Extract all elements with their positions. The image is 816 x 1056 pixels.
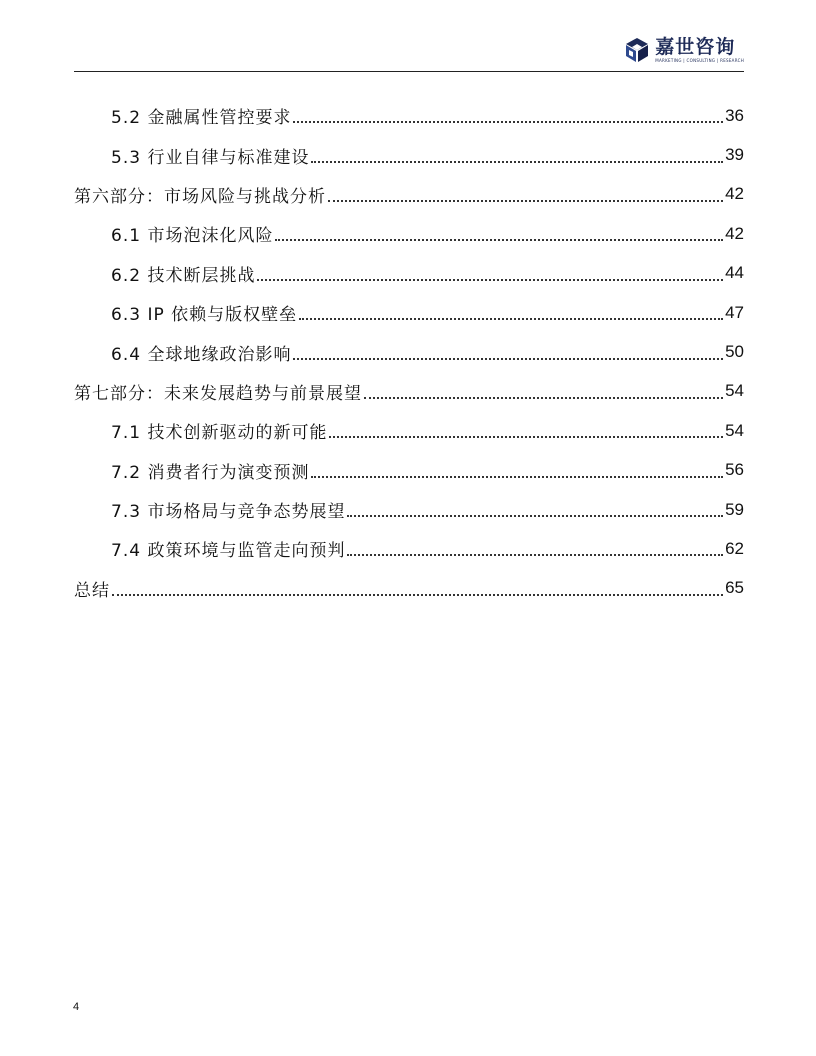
toc-entry[interactable] <box>74 411 744 450</box>
toc-entry-page: 47 <box>725 302 744 322</box>
toc-entry-title: 5.3 行业自律与标准建设 <box>111 147 310 168</box>
toc-entry-page: 62 <box>725 538 744 558</box>
toc-entry[interactable] <box>74 529 744 568</box>
toc-entry-title: 6.3 IP 依赖与版权壁垒 <box>111 305 298 326</box>
toc-entry[interactable] <box>74 332 744 371</box>
toc-entry-page: 42 <box>725 184 744 204</box>
page-header <box>74 30 744 72</box>
toc-entry-page: 36 <box>725 105 744 125</box>
toc-entry-title: 7.2 消费者行为演变预测 <box>111 462 310 483</box>
dot-leader <box>347 514 723 517</box>
toc-entry[interactable] <box>74 293 744 332</box>
dot-leader <box>328 199 723 202</box>
toc-entry-title: 7.1 技术创新驱动的新可能 <box>111 423 328 444</box>
toc-entry[interactable] <box>74 372 744 411</box>
dot-leader <box>329 435 723 438</box>
toc-entry[interactable] <box>74 254 744 293</box>
toc-entry-page: 65 <box>725 578 744 598</box>
toc-entry-title: 6.4 全球地缘政治影响 <box>111 344 292 365</box>
toc-entry[interactable] <box>74 96 744 135</box>
toc-entry-title: 7.4 政策环境与监管走向预判 <box>111 541 346 562</box>
cube-logo-icon <box>624 37 650 63</box>
brand-name: 嘉世咨询 <box>655 36 736 58</box>
page-number: 4 <box>73 1001 80 1013</box>
toc-entry-title: 第七部分：未来发展趋势与前景展望 <box>74 383 362 404</box>
toc-entry-page: 39 <box>725 145 744 165</box>
table-of-contents <box>74 96 744 608</box>
dot-leader <box>293 120 723 123</box>
toc-entry-title: 总结 <box>74 580 110 601</box>
toc-entry-title: 5.2 金融属性管控要求 <box>111 108 292 129</box>
toc-entry-title: 第六部分：市场风险与挑战分析 <box>74 186 326 207</box>
toc-entry[interactable] <box>74 451 744 490</box>
dot-leader <box>311 475 723 478</box>
toc-entry-page: 54 <box>725 381 744 401</box>
toc-entry-page: 50 <box>725 342 744 362</box>
toc-entry[interactable] <box>74 135 744 174</box>
toc-entry[interactable] <box>74 214 744 253</box>
dot-leader <box>364 396 723 399</box>
dot-leader <box>275 238 723 241</box>
dot-leader <box>311 160 723 163</box>
dot-leader <box>347 553 723 556</box>
dot-leader <box>257 278 723 281</box>
toc-entry-page: 59 <box>725 499 744 519</box>
header-divider <box>74 71 744 72</box>
toc-entry-page: 56 <box>725 460 744 480</box>
dot-leader <box>112 593 723 596</box>
dot-leader <box>293 357 723 360</box>
toc-entry-title: 6.1 市场泡沫化风险 <box>111 226 274 247</box>
toc-entry-page: 44 <box>725 263 744 283</box>
toc-entry-page: 42 <box>725 223 744 243</box>
toc-entry[interactable] <box>74 569 744 608</box>
toc-entry[interactable] <box>74 175 744 214</box>
toc-entry[interactable] <box>74 490 744 529</box>
toc-entry-title: 6.2 技术断层挑战 <box>111 265 256 286</box>
brand-logo <box>624 36 744 64</box>
brand-tagline: MARKETING | CONSULTING | RESEARCH <box>655 58 744 63</box>
toc-entry-page: 54 <box>725 420 744 440</box>
dot-leader <box>299 317 723 320</box>
toc-entry-title: 7.3 市场格局与竞争态势展望 <box>111 502 346 523</box>
